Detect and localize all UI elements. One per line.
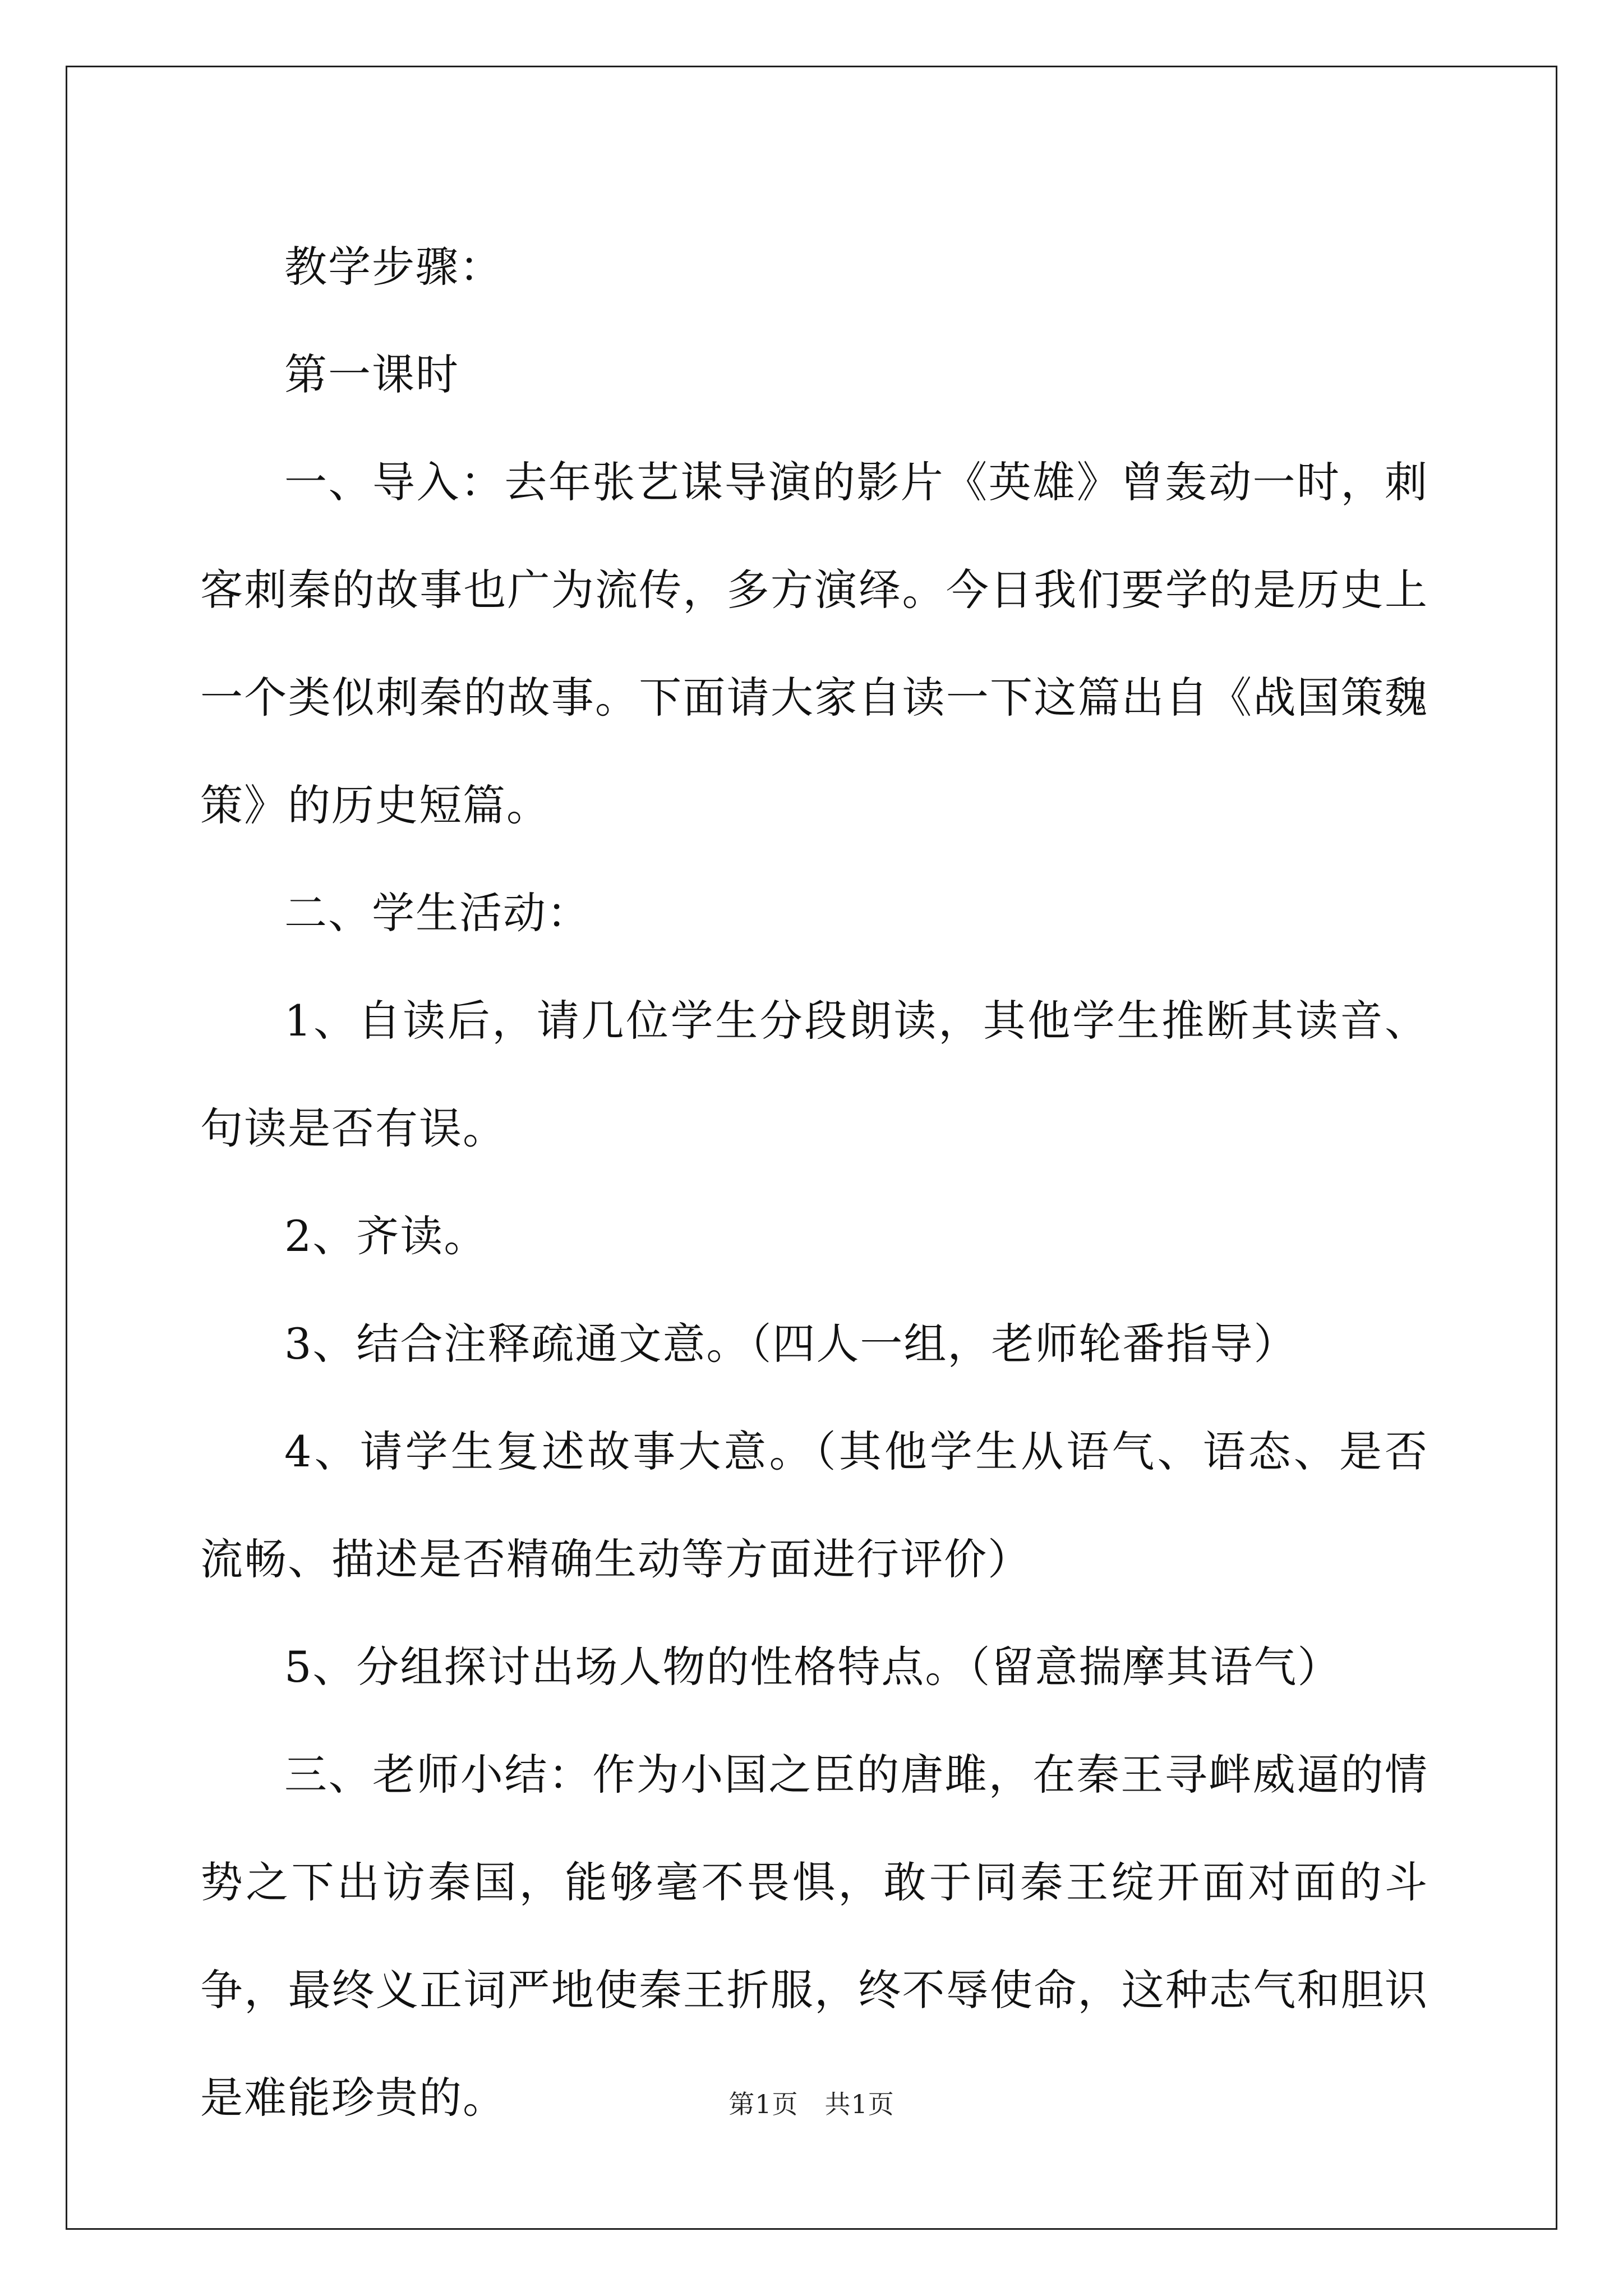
paragraph-introduction: 一、导入：去年张艺谋导演的影片《英雄》曾轰动一时，刺客刺秦的故事也广为流传，多方演绎。今日我们要学的是历史上一个类似刺秦的故事。下面请大家自读一下这篇出自《战国策魏策》的历史短篇。 <box>200 457 1428 830</box>
paragraph-teacher-summary: 三、老师小结：作为小国之臣的唐雎，在秦王寻衅威逼的情势之下出访秦国，能够毫不畏惧，敢于同秦王绽开面对面的斗争，最终义正词严地使秦王折服，终不辱使命，这种志气和胆识是难能珍贵的。 <box>200 1750 1428 2123</box>
page-number-footer: 第1页 共1页 <box>728 2089 895 2119</box>
paragraph-activity-1: 1、自读后，请几位学生分段朗读，其他学生推断其读音、句读是否有误。 <box>200 996 1428 1153</box>
document-body <box>200 213 1428 2152</box>
paragraph-lesson-one: 第一课时 <box>284 349 459 399</box>
paragraph-steps-heading: 教学步骤： <box>284 242 503 292</box>
paragraph-activity-3: 3、结合注释疏通文意。（四人一组，老师轮番指导） <box>284 1319 1298 1369</box>
paragraph-activity-5: 5、分组探讨出场人物的性格特点。（留意揣摩其语气） <box>284 1642 1341 1692</box>
paragraph-activity-2: 2、齐读。 <box>284 1211 488 1261</box>
paragraph-student-activities: 二、学生活动： <box>284 888 591 938</box>
paragraph-activity-4: 4、请学生复述故事大意。（其他学生从语气、语态、是否流畅、描述是否精确生动等方面进行评价） <box>200 1427 1428 1584</box>
